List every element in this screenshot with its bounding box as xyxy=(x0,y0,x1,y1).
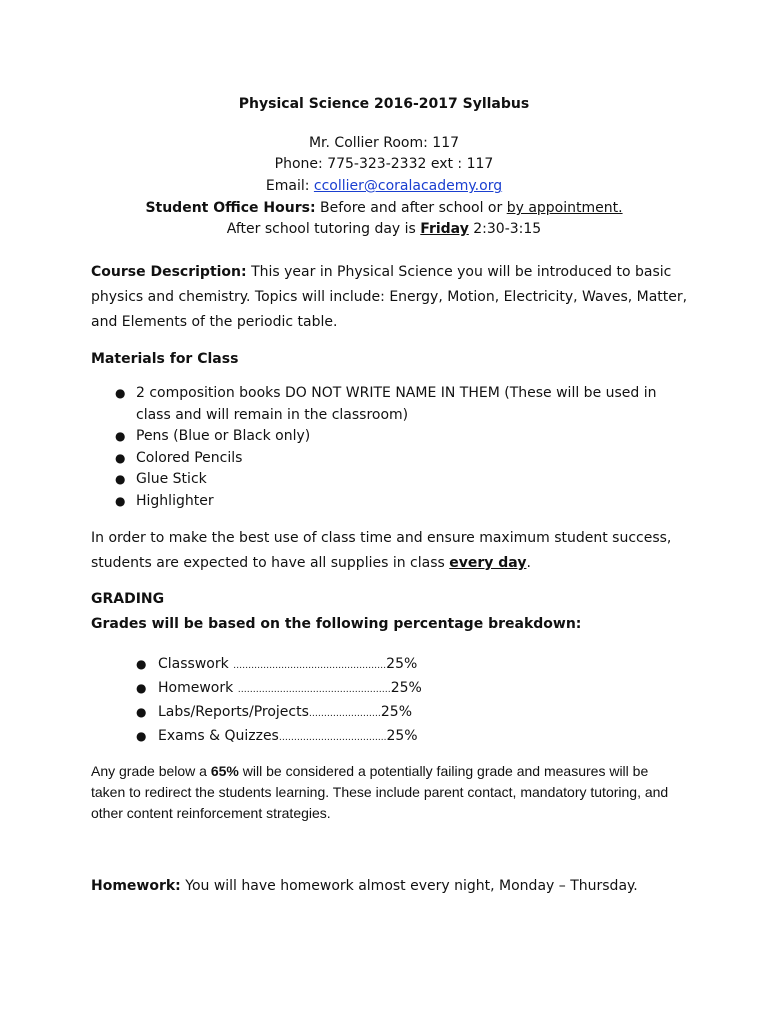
bullet-icon: ● xyxy=(115,450,126,465)
supplies-note-emphasis: every day xyxy=(449,555,527,571)
bullet-icon: ● xyxy=(136,681,147,695)
grade-item-dots: …………………………………………… xyxy=(237,685,391,695)
grading-subheading: Grades will be based on the following percentage breakdown: xyxy=(91,616,582,632)
failing-value: 65% xyxy=(210,763,239,779)
grade-item-percent: 25% xyxy=(390,680,422,696)
office-hours-text: Before and after school or xyxy=(315,200,507,216)
list-item xyxy=(136,653,578,677)
list-item xyxy=(115,426,676,448)
material-item-text: Pens (Blue or Black only) xyxy=(136,428,311,444)
teacher-line: Mr. Collier Room: 117 xyxy=(308,135,460,151)
materials-list xyxy=(115,383,676,512)
homework-label: Homework: xyxy=(91,878,181,894)
list-item xyxy=(115,469,676,491)
tutoring-time: 2:30-3:15 xyxy=(468,221,542,237)
failing-grade-note xyxy=(91,761,681,824)
material-item-text: Highlighter xyxy=(136,492,214,509)
grade-item-name: Labs/Reports/Projects xyxy=(158,704,309,720)
list-item xyxy=(136,677,578,701)
grading-heading: GRADING xyxy=(91,591,165,607)
page-title: Physical Science 2016-2017 Syllabus xyxy=(238,96,530,112)
bullet-icon: ● xyxy=(136,705,147,719)
bullet-icon: ● xyxy=(115,493,126,508)
email-label: Email: xyxy=(265,178,314,194)
list-item xyxy=(115,383,676,426)
supplies-note xyxy=(91,526,681,576)
grade-item-dots: …………………… xyxy=(308,709,381,719)
tutoring-prefix: After school tutoring day is xyxy=(226,221,421,237)
homework-text: You will have homework almost every night, Monday – Thursday. xyxy=(180,878,638,894)
grade-item-percent: 25% xyxy=(386,656,418,672)
phone-line: Phone: 775-323-2332 ext : 117 xyxy=(274,156,494,172)
list-item xyxy=(115,448,676,470)
course-description-label: Course Description: xyxy=(91,264,247,280)
grade-item-percent: 25% xyxy=(386,728,418,744)
bullet-icon: ● xyxy=(136,729,147,743)
materials-heading: Materials for Class xyxy=(91,351,239,367)
supplies-note-text: In order to make the best use of class time and ensure maximum student success, students are expected to have all supplies in class xyxy=(91,530,672,571)
grading-list xyxy=(136,653,578,749)
office-hours-line xyxy=(0,198,768,219)
course-description xyxy=(91,260,691,335)
failing-prefix: Any grade below a xyxy=(91,763,211,779)
grade-item-name: Classwork xyxy=(158,656,234,672)
material-item-text: Glue Stick xyxy=(136,471,207,487)
grade-item-dots: ……………………………... xyxy=(278,733,387,743)
office-hours-label: Student Office Hours: xyxy=(145,200,316,216)
material-item-text: 2 composition books DO NOT WRITE NAME IN THEM (These will be used in class and will remain in the classroom) xyxy=(136,385,657,423)
grade-item-name: Homework xyxy=(158,680,238,696)
list-item xyxy=(136,725,578,749)
list-item xyxy=(136,701,578,725)
bullet-icon: ● xyxy=(115,429,126,443)
course-description-text: This year in Physical Science you will be introduced to basic physics and chemistry. Topics will include: Energy, Motion, Electricity, Waves, Matter, and Elements of the periodic table. xyxy=(91,264,688,330)
list-item xyxy=(115,491,676,513)
tutoring-day: Friday xyxy=(420,221,469,237)
bullet-icon: ● xyxy=(115,386,126,400)
bullet-icon: ● xyxy=(115,472,126,486)
grade-item-percent: 25% xyxy=(380,704,413,720)
grade-item-name: Exams & Quizzes xyxy=(158,728,279,744)
appointment-text: by appointment. xyxy=(506,200,623,216)
homework-note xyxy=(91,874,691,899)
bullet-icon: ● xyxy=(136,657,147,671)
tutoring-line xyxy=(0,219,768,240)
supplies-note-suffix: . xyxy=(526,555,531,571)
grade-item-dots: …………………………………………… xyxy=(233,661,387,671)
email-line xyxy=(0,176,768,197)
material-item-text: Colored Pencils xyxy=(136,449,243,466)
failing-suffix: will be considered a potentially failing grade and measures will be taken to redirect the students learning. These include parent contact, mandatory tutoring, and other content reinforcement strategies. xyxy=(91,763,669,821)
email-link[interactable]: ccollier@coralacademy.org xyxy=(313,178,503,194)
